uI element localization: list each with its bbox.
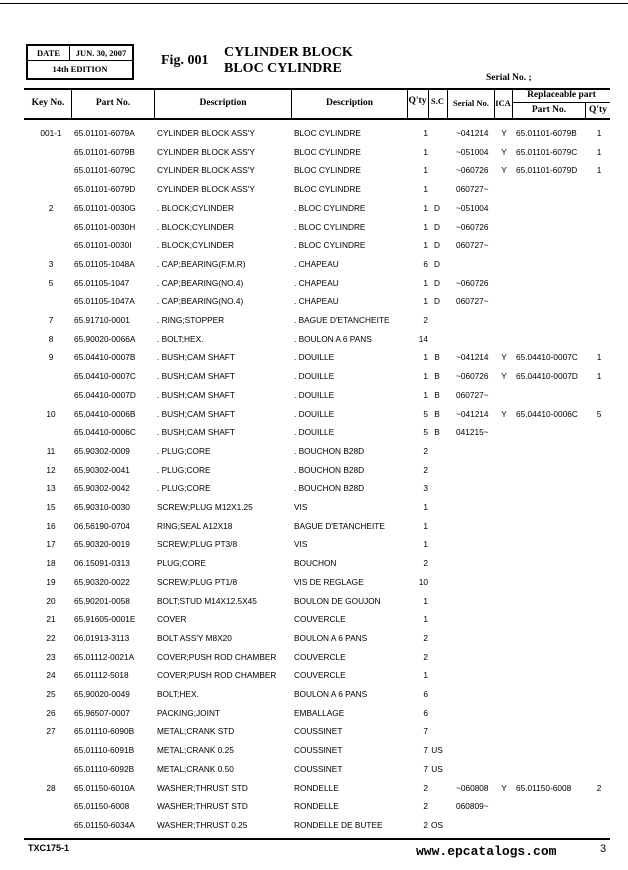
- serial-range: ~060726: [456, 277, 489, 288]
- description-english: . BOLT;HEX.: [157, 333, 204, 344]
- replacement-part-number: 65.01101-6079B: [516, 128, 577, 138]
- key-number: 26: [46, 707, 56, 718]
- table-row: [0, 367, 628, 386]
- quantity: 1: [423, 371, 428, 382]
- part-number: 65.01101-6079B: [74, 146, 135, 157]
- table-row: [0, 498, 628, 517]
- description-french: . DOUILLE: [294, 352, 335, 363]
- title-english: CYLINDER BLOCK: [224, 45, 353, 60]
- description-english: PACKING;JOINT: [157, 707, 221, 718]
- description-french: COUSSINET: [294, 726, 343, 737]
- quantity: 1: [423, 240, 428, 251]
- description-french: . DOUILLE: [294, 371, 335, 382]
- description-french: . BLOC CYLINDRE: [294, 240, 366, 251]
- title-french: BLOC CYLINDRE: [224, 61, 342, 76]
- table-row: [0, 218, 628, 237]
- replacement-quantity: 1: [596, 352, 602, 363]
- table-row: [0, 461, 628, 480]
- description-english: BOLT;HEX.: [157, 689, 199, 699]
- service-code: US: [431, 745, 443, 756]
- description-english: METAL;CRANK 0.50: [157, 763, 234, 774]
- replacement-quantity: 5: [596, 408, 602, 419]
- part-number: 65.90320-0019: [74, 539, 130, 550]
- table-row: [0, 292, 628, 311]
- serial-range: 060809~: [456, 801, 489, 812]
- col-header-sc: S.C: [431, 96, 444, 106]
- table-row: [0, 797, 628, 816]
- quantity: 1: [423, 165, 428, 176]
- page-number: 3: [600, 843, 607, 855]
- quantity: 14: [418, 333, 428, 344]
- table-header-bottom-rule: [24, 118, 610, 120]
- table-row: [0, 685, 628, 704]
- key-number: 12: [46, 464, 56, 475]
- quantity: 1: [423, 352, 428, 363]
- description-french: . BLOC CYLINDRE: [294, 221, 366, 232]
- replacement-part-number: 65.01101-6079C: [516, 146, 578, 157]
- service-code: D: [434, 296, 440, 307]
- description-english: CYLINDER BLOCK ASS'Y: [157, 184, 255, 195]
- description-english: RING;SEAL A12X18: [157, 520, 233, 531]
- serial-range: ~051004: [456, 146, 489, 157]
- table-row: [0, 517, 628, 536]
- quantity: 6: [423, 689, 428, 699]
- replacement-quantity: 1: [596, 165, 602, 176]
- description-english: COVER: [157, 614, 187, 625]
- table-row: [0, 442, 628, 461]
- part-number: 65.01101-6079A: [74, 128, 135, 138]
- serial-range: 060727~: [456, 389, 489, 400]
- part-number: 65.90302-0042: [74, 483, 130, 494]
- replacement-part-number: 65.04410-0007D: [516, 371, 578, 382]
- description-english: . BLOCK;CYLINDER: [157, 202, 234, 213]
- description-french: RONDELLE: [294, 782, 339, 793]
- service-code: D: [434, 277, 440, 288]
- part-number: 65.90302-0009: [74, 445, 130, 456]
- edition: 14th EDITION: [52, 64, 108, 74]
- quantity: 1: [423, 389, 428, 400]
- table-row: [0, 143, 628, 162]
- figure-number: Fig. 001: [161, 53, 209, 68]
- table-bottom-rule: [24, 838, 610, 840]
- table-row: [0, 779, 628, 798]
- serial-range: ~051004: [456, 202, 489, 213]
- part-number: 65.01101-0030H: [74, 221, 136, 232]
- key-number: 23: [46, 651, 56, 662]
- table-row: [0, 479, 628, 498]
- description-french: RONDELLE DE BUTEE: [294, 819, 383, 830]
- quantity: 1: [423, 184, 428, 195]
- col-header-rep-qty: Q'ty: [589, 105, 607, 115]
- key-number: 9: [48, 352, 54, 363]
- quantity: 2: [423, 315, 428, 325]
- quantity: 1: [423, 670, 428, 681]
- description-french: COUSSINET: [294, 745, 343, 756]
- serial-range: 060727~: [456, 240, 489, 251]
- quantity: 2: [423, 819, 428, 830]
- description-english: . BLOCK;CYLINDER: [157, 221, 234, 232]
- part-number: 65.01112-5018: [74, 670, 129, 681]
- service-code: B: [434, 427, 440, 438]
- serial-range: 060727~: [456, 296, 489, 307]
- description-french: COUVERCLE: [294, 651, 346, 662]
- part-number: 65.01101-0030G: [74, 202, 136, 213]
- description-french: . CHAPEAU: [294, 277, 339, 288]
- part-number: 65.90310-0030: [74, 502, 130, 512]
- part-number: 65.04410-0007B: [74, 352, 136, 363]
- table-row: [0, 741, 628, 760]
- serial-number-label: Serial No. ;: [486, 73, 532, 83]
- description-english: SCREW;PLUG PT1/8: [157, 576, 238, 587]
- description-french: . DOUILLE: [294, 408, 335, 419]
- serial-range: ~060726: [456, 221, 489, 232]
- replacement-quantity: 2: [596, 782, 602, 793]
- table-row: [0, 124, 628, 143]
- replacement-part-number: 65.01150-6008: [516, 782, 572, 793]
- part-number: 06.56190-0704: [74, 520, 130, 531]
- description-english: PLUG;CORE: [157, 558, 206, 569]
- part-number: 65.04410-0007D: [74, 389, 136, 400]
- description-french: . CHAPEAU: [294, 296, 339, 307]
- part-number: 65.01110-6092B: [74, 763, 135, 774]
- replacement-quantity: 1: [596, 371, 602, 382]
- description-french: . DOUILLE: [294, 389, 335, 400]
- key-number: 24: [46, 670, 56, 681]
- description-french: VIS: [294, 502, 308, 512]
- table-row: [0, 592, 628, 611]
- ica-flag: Y: [501, 371, 507, 382]
- table-row: [0, 535, 628, 554]
- description-english: BOLT ASS'Y M8X20: [157, 632, 232, 643]
- description-english: CYLINDER BLOCK ASS'Y: [157, 165, 255, 176]
- quantity: 2: [423, 464, 428, 475]
- table-row: [0, 610, 628, 629]
- part-number: 65.01105-1047: [74, 277, 130, 288]
- part-number: 65.01101-6079C: [74, 165, 136, 176]
- key-number: 8: [48, 333, 54, 344]
- quantity: 5: [423, 408, 428, 419]
- col-header-replaceable: Replaceable part: [527, 90, 596, 100]
- table-row: [0, 330, 628, 349]
- quantity: 1: [423, 221, 428, 232]
- description-english: . BLOCK;CYLINDER: [157, 240, 234, 251]
- description-english: COVER;PUSH ROD CHAMBER: [157, 670, 277, 681]
- description-english: SCREW;PLUG PT3/8: [157, 539, 238, 550]
- table-row: [0, 573, 628, 592]
- description-english: . BUSH;CAM SHAFT: [157, 371, 235, 382]
- description-english: CYLINDER BLOCK ASS'Y: [157, 128, 255, 138]
- description-english: . BUSH;CAM SHAFT: [157, 408, 235, 419]
- part-number: 65.01150-6034A: [74, 819, 135, 830]
- col-header-part: Part No.: [95, 98, 131, 108]
- ica-flag: Y: [501, 352, 507, 363]
- quantity: 2: [423, 558, 428, 569]
- description-french: . DOUILLE: [294, 427, 335, 438]
- key-number: 17: [46, 539, 56, 550]
- quantity: 7: [423, 726, 428, 737]
- quantity: 2: [423, 445, 428, 456]
- quantity: 1: [423, 277, 428, 288]
- description-french: BOUCHON: [294, 558, 337, 569]
- description-english: . RING;STOPPER: [157, 315, 225, 325]
- description-french: . CHAPEAU: [294, 258, 339, 269]
- service-code: D: [434, 258, 440, 269]
- table-row: [0, 704, 628, 723]
- date-value: JUN. 30, 2007: [75, 48, 127, 58]
- quantity: 2: [423, 651, 428, 662]
- description-french: BLOC CYLINDRE: [294, 128, 361, 138]
- description-english: SCREW;PLUG M12X1.25: [157, 502, 253, 512]
- description-english: BOLT;STUD M14X12.5X45: [157, 595, 257, 606]
- description-french: . BOUCHON B28D: [294, 445, 365, 456]
- service-code: D: [434, 240, 440, 251]
- table-row: [0, 236, 628, 255]
- table-row: [0, 199, 628, 218]
- description-french: BLOC CYLINDRE: [294, 165, 361, 176]
- description-french: BAGUE D'ETANCHEITE: [294, 520, 385, 531]
- service-code: OS: [431, 819, 443, 830]
- top-rule: [0, 3, 628, 4]
- quantity: 1: [423, 520, 428, 531]
- part-number: 65.04410-0006C: [74, 427, 136, 438]
- ica-flag: Y: [501, 782, 507, 793]
- quantity: 6: [423, 258, 428, 269]
- part-number: 65.90020-0066A: [74, 333, 136, 344]
- description-french: EMBALLAGE: [294, 707, 345, 718]
- ica-flag: Y: [501, 408, 507, 419]
- date-edition-box: [26, 44, 134, 80]
- table-row: [0, 405, 628, 424]
- key-number: 5: [48, 277, 54, 288]
- replacement-quantity: 1: [596, 146, 602, 157]
- description-english: . PLUG;CORE: [157, 483, 211, 494]
- part-number: 65.90320-0022: [74, 576, 130, 587]
- part-number: 65.01101-0030I: [74, 240, 132, 251]
- quantity: 7: [423, 763, 428, 774]
- key-number: 25: [46, 689, 56, 699]
- description-english: WASHER;THRUST STD: [157, 782, 248, 793]
- description-english: . PLUG;CORE: [157, 464, 211, 475]
- table-row: [0, 666, 628, 685]
- part-number: 06.15091-0313: [74, 558, 130, 569]
- table-row: [0, 554, 628, 573]
- service-code: D: [434, 221, 440, 232]
- table-row: [0, 274, 628, 293]
- part-number: 65.90201-0058: [74, 595, 130, 606]
- key-number: 7: [48, 315, 54, 325]
- quantity: 1: [423, 296, 428, 307]
- ica-flag: Y: [501, 146, 507, 157]
- quantity: 1: [423, 539, 428, 550]
- description-english: . BUSH;CAM SHAFT: [157, 389, 235, 400]
- part-number: 65.01110-6091B: [74, 745, 135, 756]
- key-number: 18: [46, 558, 56, 569]
- description-french: RONDELLE: [294, 801, 339, 812]
- key-number: 19: [46, 576, 56, 587]
- description-english: . CAP;BEARING(NO.4): [157, 277, 244, 288]
- quantity: 5: [423, 427, 428, 438]
- key-number: 20: [46, 595, 56, 606]
- quantity: 2: [423, 801, 428, 812]
- table-row: [0, 161, 628, 180]
- key-number: 27: [46, 726, 56, 737]
- service-code: D: [434, 202, 440, 213]
- serial-range: 060727~: [456, 184, 489, 195]
- description-french: . BAGUE D'ETANCHEITE: [294, 315, 390, 325]
- description-english: COVER;PUSH ROD CHAMBER: [157, 651, 277, 662]
- table-row: [0, 816, 628, 835]
- quantity: 2: [423, 632, 428, 643]
- col-header-desc-en: Description: [199, 98, 247, 108]
- quantity: 7: [423, 745, 428, 756]
- part-number: 06.01913-3113: [74, 632, 130, 643]
- replacement-part-number: 65.04410-0006C: [516, 408, 578, 419]
- col-header-ica: ICA: [495, 98, 511, 108]
- quantity: 10: [418, 576, 428, 587]
- ica-flag: Y: [501, 165, 507, 176]
- serial-range: ~060808: [456, 782, 489, 793]
- part-number: 65.91710-0001: [74, 315, 130, 325]
- part-number: 65.01105-1047A: [74, 296, 135, 307]
- description-english: . BUSH;CAM SHAFT: [157, 352, 235, 363]
- col-header-rep-part: Part No.: [531, 105, 567, 115]
- serial-range: ~041214: [456, 408, 489, 419]
- key-number: 16: [46, 520, 56, 531]
- table-row: [0, 348, 628, 367]
- description-french: BOULON A 6 PANS: [294, 689, 368, 699]
- table-row: [0, 255, 628, 274]
- description-french: VIS: [294, 539, 308, 550]
- quantity: 2: [423, 782, 428, 793]
- table-row: [0, 722, 628, 741]
- part-number: 65.91605-0001E: [74, 614, 136, 625]
- description-english: . BUSH;CAM SHAFT: [157, 427, 235, 438]
- quantity: 3: [423, 483, 428, 494]
- part-number: 65.90020-0049: [74, 689, 130, 699]
- part-number: 65.01101-6079D: [74, 184, 136, 195]
- key-number: 10: [46, 408, 56, 419]
- col-header-key: Key No.: [31, 98, 65, 108]
- description-french: . BOULON A 6 PANS: [294, 333, 372, 344]
- description-english: . PLUG;CORE: [157, 445, 211, 456]
- key-number: 28: [46, 782, 56, 793]
- document-code: TXC175-1: [28, 843, 70, 853]
- quantity: 1: [423, 128, 428, 138]
- part-number: 65.01150-6008: [74, 801, 130, 812]
- table-row: [0, 386, 628, 405]
- replacement-part-number: 65.04410-0007C: [516, 352, 578, 363]
- part-number: 65.90302-0041: [74, 464, 130, 475]
- table-row: [0, 629, 628, 648]
- key-number: 22: [46, 632, 56, 643]
- col-header-qty: Q'ty: [408, 96, 427, 106]
- quantity: 1: [423, 502, 428, 512]
- service-code: US: [431, 763, 443, 774]
- quantity: 1: [423, 146, 428, 157]
- part-number: 65.04410-0007C: [74, 371, 136, 382]
- description-french: COUVERCLE: [294, 614, 346, 625]
- part-number: 65.04410-0006B: [74, 408, 136, 419]
- serial-range: ~060726: [456, 371, 489, 382]
- part-number: 65.01150-6010A: [74, 782, 135, 793]
- description-english: WASHER;THRUST 0.25: [157, 819, 248, 830]
- description-english: CYLINDER BLOCK ASS'Y: [157, 146, 255, 157]
- description-french: BOULON A 6 PANS: [294, 632, 368, 643]
- serial-range: ~060726: [456, 165, 489, 176]
- date-label: DATE: [28, 46, 70, 60]
- quantity: 6: [423, 707, 428, 718]
- part-number: 65.01105-1048A: [74, 258, 135, 269]
- key-number: 3: [48, 258, 54, 269]
- table-row: [0, 311, 628, 330]
- replaceable-divider: [512, 102, 610, 103]
- ica-flag: Y: [501, 128, 507, 138]
- website-link[interactable]: www.epcatalogs.com: [416, 844, 557, 859]
- key-number: 21: [46, 614, 56, 625]
- description-french: BOULON DE GOUJON: [294, 595, 381, 606]
- description-french: BLOC CYLINDRE: [294, 184, 361, 195]
- serial-range: ~041214: [456, 352, 489, 363]
- description-french: . BLOC CYLINDRE: [294, 202, 366, 213]
- quantity: 1: [423, 595, 428, 606]
- description-english: METAL;CRANK 0.25: [157, 745, 234, 756]
- service-code: B: [434, 389, 440, 400]
- description-french: VIS DE REGLAGE: [294, 576, 364, 587]
- replacement-part-number: 65.01101-6079D: [516, 165, 578, 176]
- part-number: 65.96507-0007: [74, 707, 130, 718]
- table-row: [0, 648, 628, 667]
- table-row: [0, 760, 628, 779]
- description-french: COUSSINET: [294, 763, 343, 774]
- description-french: COUVERCLE: [294, 670, 346, 681]
- replacement-quantity: 1: [596, 128, 602, 138]
- key-number: 001-1: [40, 128, 62, 138]
- quantity: 1: [423, 614, 428, 625]
- description-french: . BOUCHON B28D: [294, 464, 365, 475]
- description-english: WASHER;THRUST STD: [157, 801, 248, 812]
- service-code: B: [434, 352, 440, 363]
- table-row: [0, 423, 628, 442]
- serial-range: ~041214: [456, 128, 489, 138]
- service-code: B: [434, 371, 440, 382]
- key-number: 15: [46, 502, 56, 512]
- key-number: 13: [46, 483, 56, 494]
- service-code: B: [434, 408, 440, 419]
- serial-range: 041215~: [456, 427, 489, 438]
- key-number: 11: [46, 445, 56, 456]
- quantity: 1: [423, 202, 428, 213]
- table-row: [0, 180, 628, 199]
- col-header-desc-fr: Description: [326, 98, 373, 108]
- description-french: . BOUCHON B28D: [294, 483, 365, 494]
- col-header-serial: Serial No.: [453, 98, 489, 108]
- description-english: . CAP;BEARING(F.M.R): [157, 258, 246, 269]
- description-english: METAL;CRANK STD: [157, 726, 235, 737]
- part-number: 65.01112-0021A: [74, 651, 135, 662]
- description-english: . CAP;BEARING(NO.4): [157, 296, 244, 307]
- key-number: 2: [48, 202, 54, 213]
- description-french: BLOC CYLINDRE: [294, 146, 361, 157]
- part-number: 65.01110-6090B: [74, 726, 135, 737]
